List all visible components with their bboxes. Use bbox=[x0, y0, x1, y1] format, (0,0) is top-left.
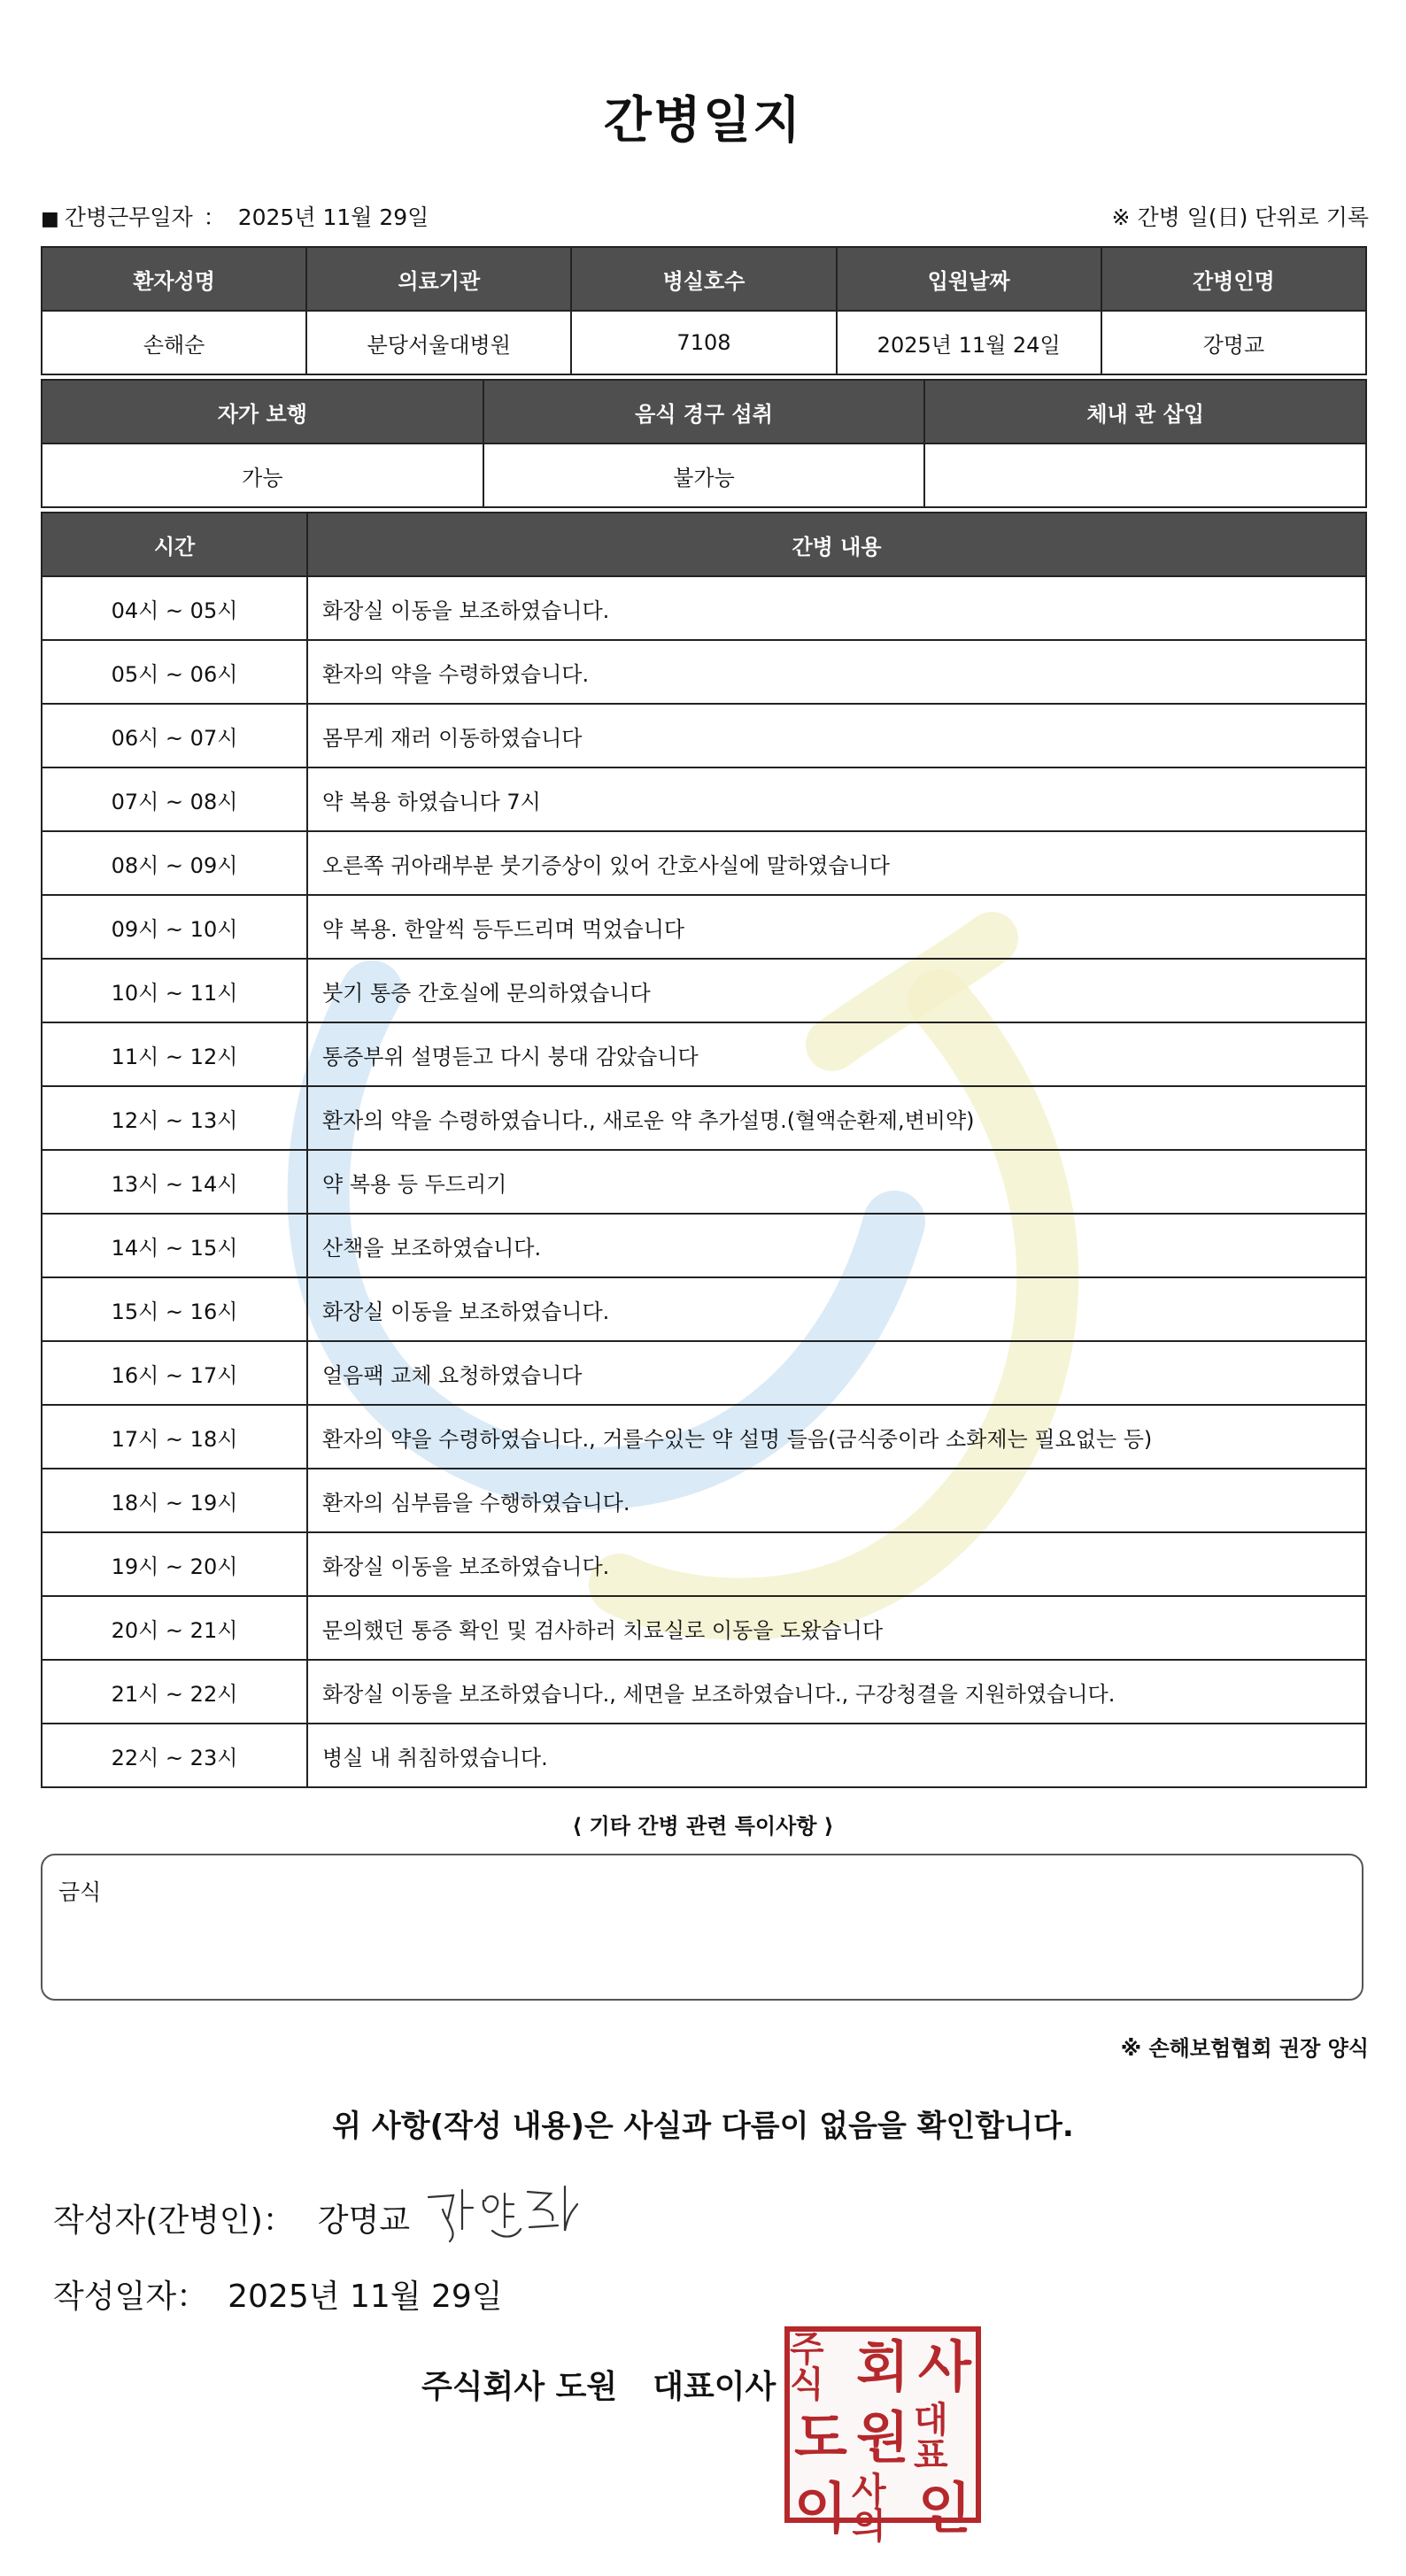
log-time: 08시 ~ 09시 bbox=[42, 831, 307, 895]
log-content: 오른쪽 귀아래부분 붓기증상이 있어 간호사실에 말하였습니다 bbox=[307, 831, 1366, 895]
log-time: 07시 ~ 08시 bbox=[42, 767, 307, 831]
log-time: 16시 ~ 17시 bbox=[42, 1341, 307, 1405]
care-log-row bbox=[42, 1596, 1366, 1660]
log-content: 화장실 이동을 보조하였습니다. bbox=[307, 576, 1366, 640]
care-log-row bbox=[42, 1214, 1366, 1277]
care-log-row bbox=[42, 1022, 1366, 1086]
log-content: 통증부위 설명듣고 다시 붕대 감았습니다 bbox=[307, 1022, 1366, 1086]
admission-date: 2025년 11월 24일 bbox=[837, 311, 1101, 374]
patient-name: 손해순 bbox=[42, 311, 306, 374]
care-log-row bbox=[42, 640, 1366, 704]
write-date-line bbox=[53, 2271, 503, 2317]
care-log-body bbox=[42, 576, 1366, 1787]
writer-line bbox=[53, 2195, 410, 2241]
work-date-value: 2025년 11월 29일 bbox=[237, 204, 429, 230]
care-log-row bbox=[42, 1405, 1366, 1469]
log-time: 12시 ~ 13시 bbox=[42, 1086, 307, 1150]
recommended-form-note: ※ 손해보험협회 권장 양식 bbox=[1120, 2036, 1369, 2061]
log-time: 22시 ~ 23시 bbox=[42, 1724, 307, 1787]
care-log-row bbox=[42, 1150, 1366, 1214]
log-time: 14시 ~ 15시 bbox=[42, 1214, 307, 1277]
work-date-separator: ： bbox=[203, 204, 226, 230]
seal-glyph: 회 bbox=[856, 2334, 909, 2399]
document-title: 간병일지 bbox=[603, 92, 803, 150]
header-oral-intake: 음식 경구 섭취 bbox=[483, 380, 925, 443]
care-log-row bbox=[42, 959, 1366, 1022]
log-time: 05시 ~ 06시 bbox=[42, 640, 307, 704]
log-content: 약 복용. 한알씩 등두드리며 먹었습니다 bbox=[307, 895, 1366, 959]
log-time: 11시 ~ 12시 bbox=[42, 1022, 307, 1086]
log-content: 병실 내 취침하였습니다. bbox=[307, 1724, 1366, 1787]
care-log-row bbox=[42, 767, 1366, 831]
header-institution: 의료기관 bbox=[306, 247, 571, 311]
caregiver-name: 강명교 bbox=[1101, 311, 1366, 374]
seal-glyph: 인 bbox=[918, 2476, 971, 2541]
care-log-row bbox=[42, 704, 1366, 767]
care-log-row bbox=[42, 831, 1366, 895]
log-time: 17시 ~ 18시 bbox=[42, 1405, 307, 1469]
log-time: 15시 ~ 16시 bbox=[42, 1277, 307, 1341]
care-log-row bbox=[42, 1724, 1366, 1787]
record-unit-note: ※ 간병 일(日) 단위로 기록 bbox=[1111, 204, 1369, 230]
care-log-row bbox=[42, 1660, 1366, 1724]
header-room-number: 병실호수 bbox=[571, 247, 836, 311]
log-content: 환자의 심부름을 수행하였습니다. bbox=[307, 1469, 1366, 1532]
special-notes-box bbox=[41, 1854, 1364, 2001]
log-time: 18시 ~ 19시 bbox=[42, 1469, 307, 1532]
log-time: 09시 ~ 10시 bbox=[42, 895, 307, 959]
log-time: 19시 ~ 20시 bbox=[42, 1532, 307, 1596]
write-date-value: 2025년 11월 29일 bbox=[228, 2279, 503, 2315]
seal-glyph: 사의 bbox=[852, 2471, 886, 2547]
status-header-row bbox=[42, 380, 1366, 443]
writer-name: 강명교 bbox=[317, 2202, 411, 2239]
care-log-row bbox=[42, 1341, 1366, 1405]
company-seal-stamp bbox=[784, 2326, 981, 2547]
work-date-line bbox=[41, 200, 429, 232]
seal-glyph: 대표 bbox=[914, 2400, 948, 2476]
log-time: 20시 ~ 21시 bbox=[42, 1596, 307, 1660]
tube-insertion-value bbox=[924, 443, 1366, 507]
seal-glyph: 사 bbox=[918, 2334, 971, 2399]
header-tube-insertion: 체내 관 삽입 bbox=[924, 380, 1366, 443]
header-self-walking: 자가 보행 bbox=[42, 380, 483, 443]
log-content: 산책을 보조하였습니다. bbox=[307, 1214, 1366, 1277]
log-content: 약 복용 등 두드리기 bbox=[307, 1150, 1366, 1214]
write-date-label: 작성일자： bbox=[53, 2279, 209, 2315]
care-log-row bbox=[42, 895, 1366, 959]
log-content: 화장실 이동을 보조하였습니다. bbox=[307, 1532, 1366, 1596]
seal-glyph: 주식 bbox=[790, 2329, 824, 2405]
company-name: 주식회사 도원 bbox=[421, 2369, 618, 2405]
log-content: 환자의 약을 수령하였습니다., 새로운 약 추가설명.(혈액순환제,변비약) bbox=[307, 1086, 1366, 1150]
work-date-label: 간병근무일자 bbox=[64, 204, 193, 230]
care-log-table bbox=[41, 512, 1367, 1788]
log-time: 10시 ~ 11시 bbox=[42, 959, 307, 1022]
self-walking-value: 가능 bbox=[42, 443, 483, 507]
care-log-row bbox=[42, 1277, 1366, 1341]
institution: 분당서울대병원 bbox=[306, 311, 571, 374]
log-content: 문의했던 통증 확인 및 검사하러 치료실로 이동을 도왔습니다 bbox=[307, 1596, 1366, 1660]
handwritten-signature bbox=[423, 2178, 583, 2248]
header-admission-date: 입원날짜 bbox=[837, 247, 1101, 311]
log-content: 붓기 통증 간호실에 문의하였습니다 bbox=[307, 959, 1366, 1022]
oral-intake-value: 불가능 bbox=[483, 443, 925, 507]
log-content: 화장실 이동을 보조하였습니다., 세면을 보조하였습니다., 구강청결을 지원하였습니다. bbox=[307, 1660, 1366, 1724]
care-log-row bbox=[42, 576, 1366, 640]
bullet-square: ■ bbox=[41, 208, 59, 230]
care-log-row bbox=[42, 1469, 1366, 1532]
log-content: 환자의 약을 수령하였습니다. bbox=[307, 640, 1366, 704]
care-log-row bbox=[42, 1532, 1366, 1596]
header-time: 시간 bbox=[42, 513, 307, 576]
patient-info-header-row bbox=[42, 247, 1366, 311]
header-care-content: 간병 내용 bbox=[307, 513, 1366, 576]
special-notes-content: 금식 bbox=[58, 1879, 102, 1905]
log-content: 얼음팩 교체 요청하였습니다 bbox=[307, 1341, 1366, 1405]
log-content: 몸무게 재러 이동하였습니다 bbox=[307, 704, 1366, 767]
log-time: 06시 ~ 07시 bbox=[42, 704, 307, 767]
patient-status-table bbox=[41, 379, 1367, 508]
company-signature-line bbox=[421, 2362, 776, 2407]
patient-info-value-row bbox=[42, 311, 1366, 374]
log-content: 약 복용 하였습니다 7시 bbox=[307, 767, 1366, 831]
room-number: 7108 bbox=[571, 311, 836, 374]
special-notes-title: ⟨ 기타 간병 관련 특이사항 ⟩ bbox=[572, 1814, 834, 1839]
log-time: 21시 ~ 22시 bbox=[42, 1660, 307, 1724]
log-time: 13시 ~ 14시 bbox=[42, 1150, 307, 1214]
seal-glyph: 이 bbox=[794, 2476, 847, 2541]
care-log-header-row bbox=[42, 513, 1366, 576]
log-time: 04시 ~ 05시 bbox=[42, 576, 307, 640]
seal-glyph: 도 bbox=[794, 2405, 847, 2470]
confirmation-statement: 위 사항(작성 내용)은 사실과 다름이 없음을 확인합니다. bbox=[332, 2109, 1074, 2144]
patient-info-table bbox=[41, 246, 1367, 375]
header-caregiver-name: 간병인명 bbox=[1101, 247, 1366, 311]
company-representative-title: 대표이사 bbox=[653, 2369, 776, 2405]
log-content: 화장실 이동을 보조하였습니다. bbox=[307, 1277, 1366, 1341]
seal-glyph: 원 bbox=[856, 2405, 909, 2470]
writer-label: 작성자(간병인)： bbox=[53, 2202, 295, 2239]
log-content: 환자의 약을 수령하였습니다., 거를수있는 약 설명 들음(금식중이라 소화제는 필요없는 등) bbox=[307, 1405, 1366, 1469]
header-patient-name: 환자성명 bbox=[42, 247, 306, 311]
status-value-row bbox=[42, 443, 1366, 507]
care-log-row bbox=[42, 1086, 1366, 1150]
